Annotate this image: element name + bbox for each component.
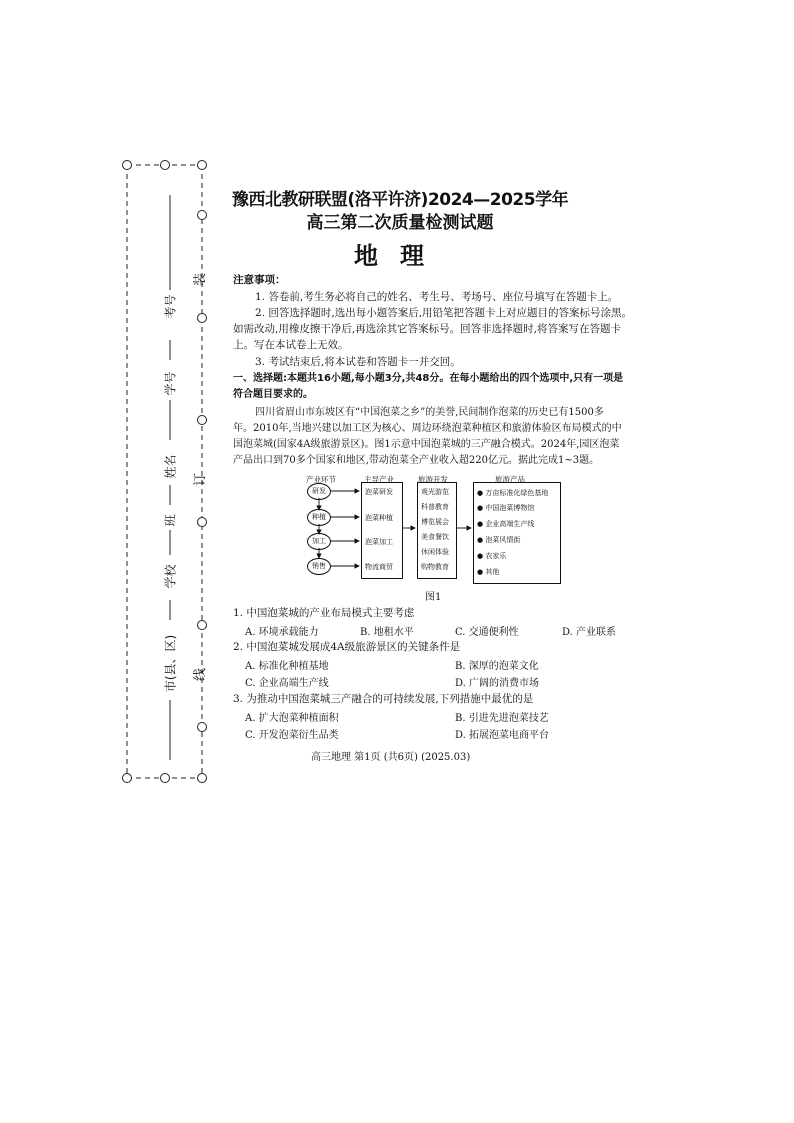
notice-heading: 注意事项： (233, 274, 286, 286)
subject-title: 地理 (354, 241, 446, 270)
tourism-dev-item: 美食餐饮 (421, 533, 449, 541)
tourism-product-item: ● 万亩标准化绿色基地 (477, 489, 549, 497)
question-2-option-b: B. 深厚的泡菜文化 (455, 661, 539, 672)
section1-instruction-end: 符合题目要求的。 (233, 389, 313, 400)
tourism-dev-item: 科普教育 (421, 503, 449, 511)
notice-item-3: 3. 考试结束后,将本试卷和答题卡一并交回。 (255, 356, 461, 368)
class-label: 班 (163, 514, 178, 527)
tourism-dev-item: 博览展会 (421, 518, 449, 526)
fig-header-tourism-products: 旅游产品 (495, 475, 525, 484)
notice-item-1: 1. 答卷前,考生务必将自己的姓名、考生号、考场号、座位号填写在答题卡上。 (255, 291, 619, 303)
link-rd-oval: 研发 (307, 483, 331, 500)
fig-header-links: 产业环节 (306, 475, 336, 484)
exam-title-line1: 豫西北教研联盟(洛平许济)2024—2025学年 (231, 190, 569, 210)
industry-item: 泡菜研发 (365, 488, 393, 496)
industry-box (361, 482, 403, 579)
notice-item-2-cont: 如需改动,用橡皮擦干净后,再选涂其它答案标号。回答非选择题时,将答案写在答题卡 (233, 323, 622, 335)
question-3-option-b: B. 引进先进泡菜技艺 (455, 713, 549, 724)
question-1-stem: 1. 中国泡菜城的产业布局模式主要考虑 (233, 607, 415, 619)
question-1-option-d: D. 产业联系 (562, 627, 617, 638)
industry-item: 物流商贸 (365, 563, 393, 571)
page-footer: 高三地理 第1页 (共6页) (2025.03) (311, 752, 471, 763)
question-1-option-a: A. 环境承载能力 (245, 627, 319, 638)
question-2-option-c: C. 企业高端生产线 (245, 678, 329, 689)
tourism-product-item: ● 农家乐 (477, 552, 507, 560)
passage-line-2: 年。2010年,当地兴建以加工区为核心、周边环绕泡菜种植区和旅游体验区布局模式的中 (233, 423, 622, 434)
name-label: 姓名 (163, 454, 178, 479)
notice-item-2-end: 上。写在本试卷上无效。 (233, 339, 349, 351)
tourism-product-item: ● 泡菜风情街 (477, 536, 521, 544)
exam-title-line2: 高三第二次质量检测试题 (306, 213, 494, 233)
figure-caption: 图1 (425, 592, 442, 603)
question-2-option-a: A. 标准化种植基地 (245, 661, 329, 672)
tourism-product-item: ● 中国泡菜博物馆 (477, 504, 535, 512)
tourism-dev-item: 休闲体验 (421, 548, 449, 556)
link-sales-oval: 销售 (307, 558, 331, 575)
question-1-option-c: C. 交通便利性 (455, 627, 519, 638)
exam-number-label: 考号 (163, 294, 178, 319)
cut-char-ding: 订 (193, 472, 209, 487)
question-3-stem: 3. 为推动中国泡菜城三产融合的可持续发展,下列措施中最优的是 (233, 693, 534, 705)
figure-1-diagram (298, 472, 562, 584)
question-2-option-d: D. 广阔的消费市场 (455, 678, 540, 689)
tourism-product-item: ● 其他 (477, 568, 500, 576)
passage-line-3: 国泡菜城(国家4A级旅游景区)。图1示意中国泡菜城的三产融合模式。2024年,园区泡菜 (233, 439, 620, 450)
industry-item: 泡菜加工 (365, 538, 393, 546)
passage-line-1: 四川省眉山市东坡区有“中国泡菜之乡”的美誉,民间制作泡菜的历史已有1500多 (255, 407, 604, 418)
tourism-product-item: ● 企业高端生产线 (477, 520, 535, 528)
passage-line-4: 产品出口到70多个国家和地区,带动泡菜全产业收入超220亿元。据此完成1~3题。 (233, 455, 600, 466)
student-id-label: 学号 (163, 371, 178, 396)
link-planting-oval: 种植 (307, 509, 331, 526)
notice-item-2: 2. 回答选择题时,选出每小题答案后,用铅笔把答题卡上对应题目的答案标号涂黑。 (255, 307, 633, 319)
fig-header-industry: 主导产业 (364, 475, 394, 484)
industry-item: 泡菜种植 (365, 514, 393, 522)
question-3-option-c: C. 开发泡菜衍生品类 (245, 730, 339, 741)
tourism-dev-item: 观光游览 (421, 488, 449, 496)
section1-instruction: 一、选择题:本题共16小题,每小题3分,共48分。在每小题给出的四个选项中,只有一项是 (233, 373, 624, 384)
link-processing-oval: 加工 (307, 533, 331, 550)
city-county-label: 市(县、区) (163, 634, 178, 693)
tourism-products-box (473, 482, 561, 584)
question-2-stem: 2. 中国泡菜城发展成4A级旅游景区的关键条件是 (233, 641, 461, 653)
tourism-dev-item: 购物教育 (421, 563, 449, 571)
question-3-option-a: A. 扩大泡菜种植面积 (245, 713, 339, 724)
cut-char-xian: 线 (193, 667, 209, 682)
tourism-dev-box (417, 482, 457, 579)
question-3-option-d: D. 拓展泡菜电商平台 (455, 730, 550, 741)
cut-char-zhuang: 装 (193, 272, 209, 287)
school-label: 学校 (163, 564, 178, 589)
question-1-option-b: B. 地租水平 (360, 627, 414, 638)
fig-header-tourism-dev: 旅游开发 (418, 475, 448, 484)
